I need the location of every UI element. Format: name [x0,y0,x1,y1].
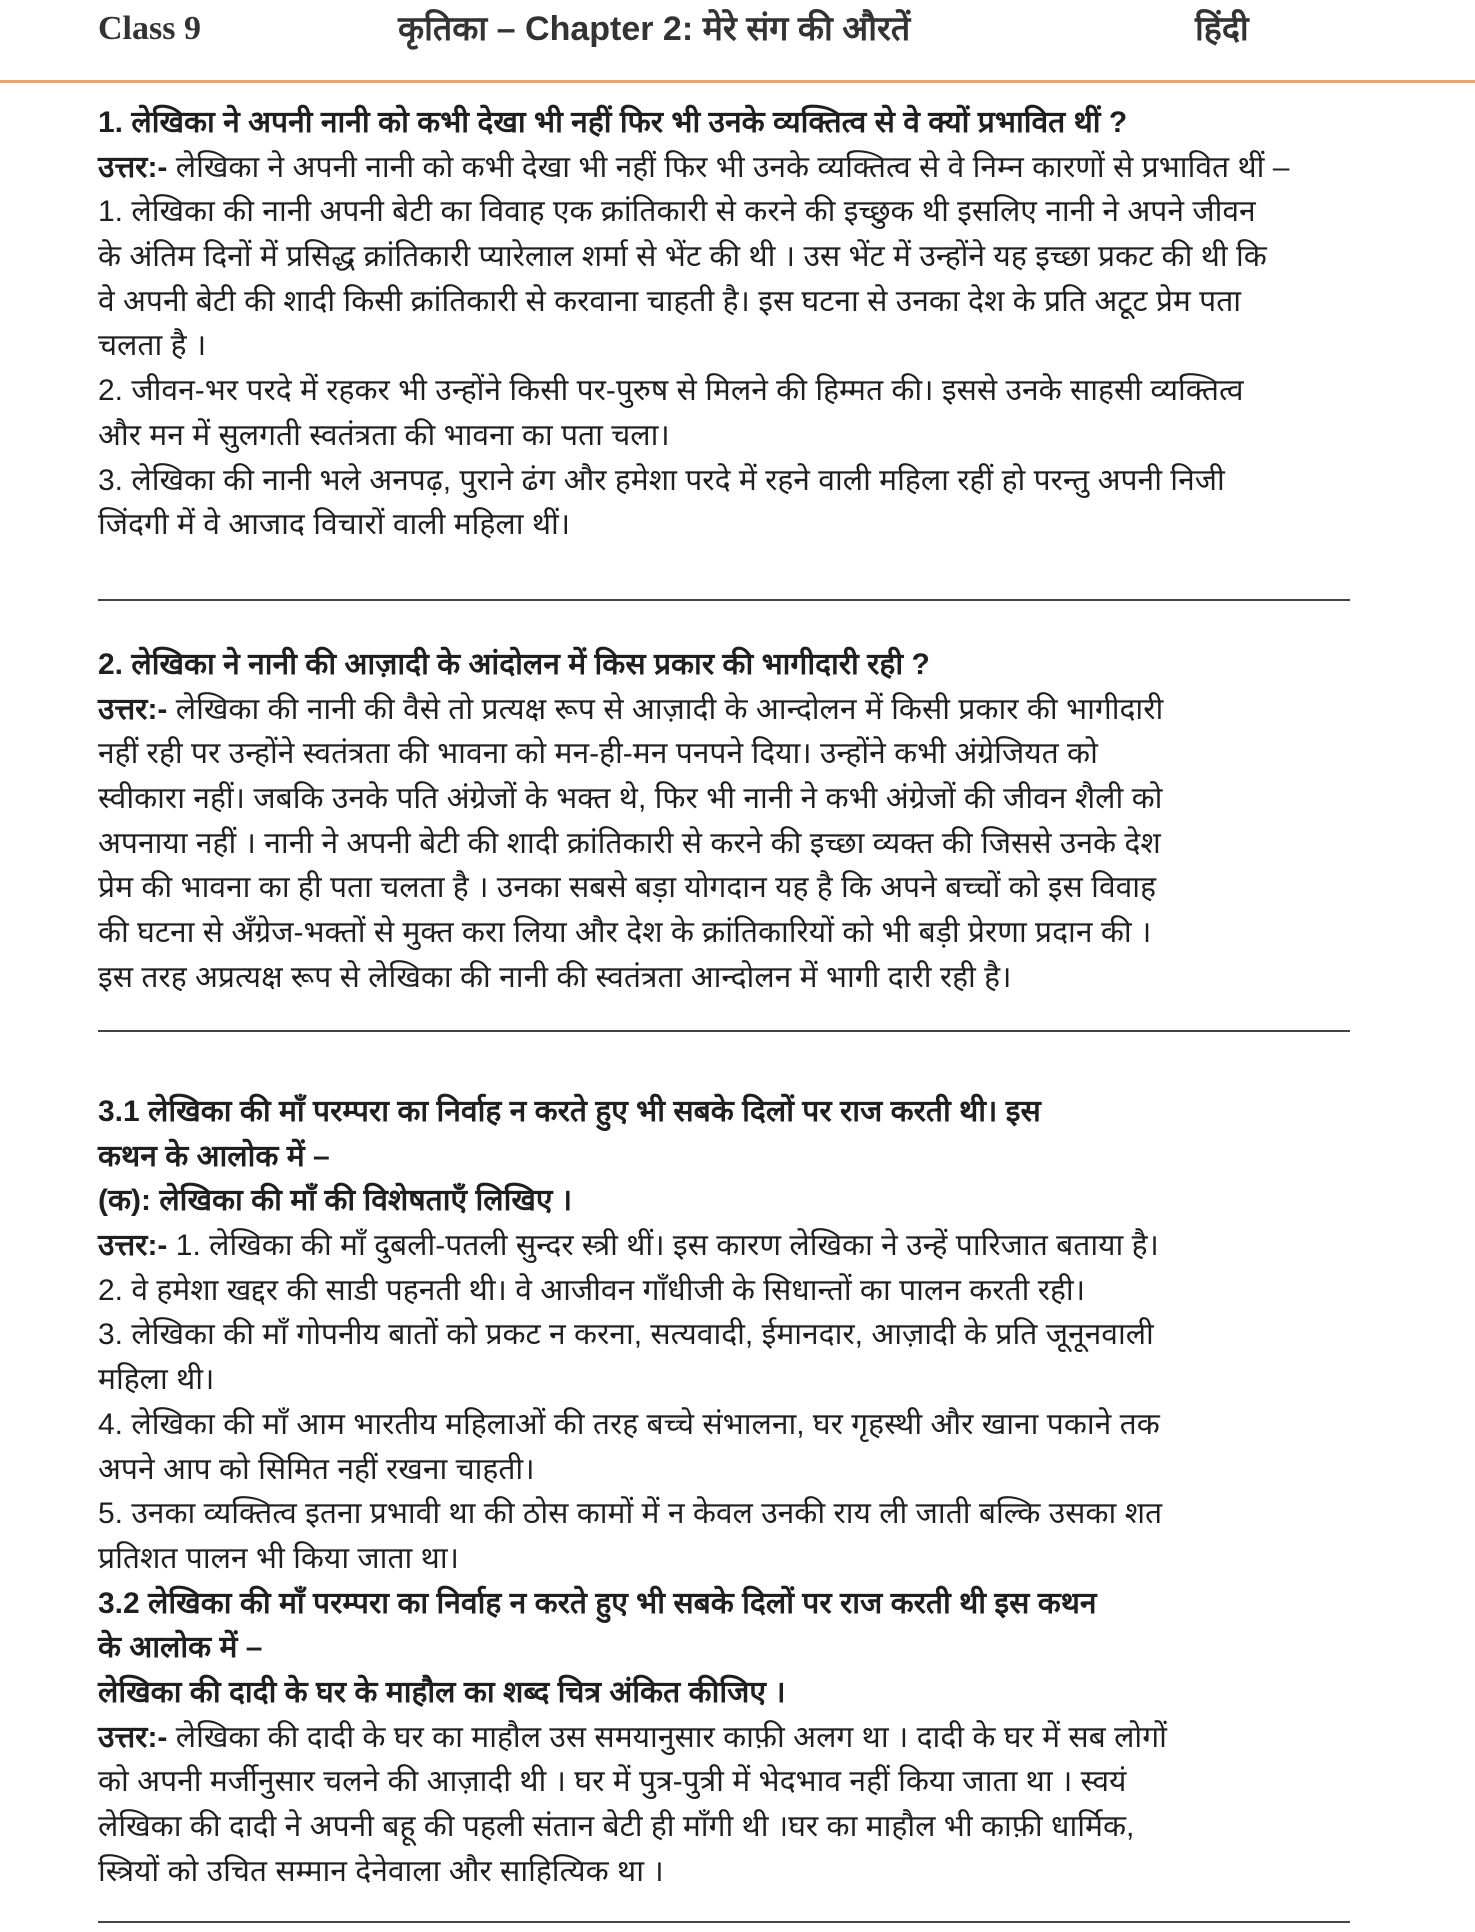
line-text: के अंतिम दिनों में प्रसिद्ध क्रांतिकारी प्यारेलाल शर्मा से भेंट की थी । उस भेंट में उन्होंने यह इच्छा प्रकट की थी कि [98,240,1267,274]
line-text: 1. लेखिका ने अपनी नानी को कभी देखा भी नहीं फिर भी उनके व्यक्तित्व से वे क्यों प्रभावित थीं ? [98,106,1128,139]
answer-line [98,369,1398,414]
answer-line [98,1224,1398,1269]
line-text: जिंदगी में वे आजाद विचारों वाली महिला थीं। [98,508,571,542]
line-text: स्त्रियों को उचित सम्मान देनेवाला और साहित्यिक था । [98,1854,664,1888]
line-text: 3.2 लेखिका की माँ परम्परा का निर्वाह न करते हुए भी सबके दिलों पर राज करती थी इस कथन [98,1586,1097,1620]
answer-line [98,146,1398,191]
line-text: चलता है । [98,329,207,363]
line-text: 2. वे हमेशा खद्दर की साडी पहनती थी। वे आजीवन गाँधीजी के सिधान्तों का पालन करती रही। [98,1273,1086,1307]
line-text: 1. लेखिका की नानी अपनी बेटी का विवाह एक क्रांतिकारी से करने की इच्छुक थी इसलिए नानी ने अपने जीवन [98,195,1256,229]
line-text: 2. लेखिका ने नानी की आज़ादी के आंदोलन में किस प्रकार की भागीदारी रही ? [98,648,930,681]
question-line [98,1582,1398,1627]
line-text: कथन के आलोक में – [98,1139,330,1173]
line-text: को अपनी मर्जीनुसार चलने की आज़ादी थी । घर में पुत्र-पुत्री में भेदभाव नहीं किया जाता था । स्वयं [98,1765,1127,1799]
line-text: (क): लेखिका की माँ की विशेषताएँ लिखिए । [98,1184,573,1218]
line-text: 5. उनका व्यक्तित्व इतना प्रभावी था की ठोस कामों में न केवल उनकी राय ली जाती बल्कि उसका शत [98,1497,1163,1531]
line-text: लेखिका ने अपनी नानी को कभी देखा भी नहीं फिर भी उनके व्यक्तित्व से वे निम्न कारणों से प्रभावित थीं – [167,150,1290,184]
line-text: अपने आप को सिमित नहीं रखना चाहती। [98,1452,535,1486]
question-line [98,643,1398,688]
question-line [98,1626,1398,1671]
line-text: और मन में सुलगती स्वतंत्रता की भावना का पता चला। [98,418,670,452]
answer-label: उत्तर:- [98,692,168,726]
line-text: स्वीकारा नहीं। जबकि उनके पति अंग्रेजों के भक्त थे, फिर भी नानी ने कभी अंग्रेजों की जीवन शैली को [98,782,1163,816]
question-3-section [98,1090,1398,1894]
class-label: Class 9 [98,10,201,47]
answer-line [98,1492,1398,1537]
line-text: की घटना से अँग्रेज-भक्तों से मुक्त करा लिया और देश के क्रांतिकारियों को भी बड़ी प्रेरणा प्रदान की । [98,916,1152,950]
line-text: के आलोक में – [98,1631,263,1665]
question-line [98,1671,1398,1716]
line-text: प्रतिशत पालन भी किया जाता था। [98,1541,459,1575]
answer-line [98,911,1398,956]
answer-line [98,324,1398,369]
answer-line [98,1269,1398,1314]
answer-line [98,414,1398,459]
answer-line [98,1448,1398,1493]
answer-line [98,1850,1398,1895]
question-2-section [98,643,1398,1001]
question-line [98,101,1398,146]
answer-line [98,280,1398,325]
answer-line [98,1805,1398,1850]
answer-label: उत्तर:- [98,1229,168,1263]
line-text: 3.1 लेखिका की माँ परम्परा का निर्वाह न करते हुए भी सबके दिलों पर राज करती थी। इस [98,1095,1041,1128]
answer-line [98,235,1398,280]
line-text: लेखिका की दादी ने अपनी बहू की पहली संतान बेटी ही माँगी थी ।घर का माहौल भी काफ़ी धार्मिक, [98,1810,1135,1843]
chapter-title: कृतिका – Chapter 2: मेरे संग की औरतें [398,10,911,48]
answer-line [98,956,1398,1001]
answer-line [98,777,1398,822]
header-divider [0,80,1475,83]
answer-line [98,459,1398,504]
answer-line [98,688,1398,733]
line-text: 3. लेखिका की नानी भले अनपढ़, पुराने ढंग और हमेशा परदे में रहने वाली महिला रहीं हो परन्तु अपनी निजी [98,463,1225,497]
line-text: 3. लेखिका की माँ गोपनीय बातों को प्रकट न करना, सत्यवादी, ईमानदार, आज़ादी के प्रति जूनूनवाली [98,1318,1154,1352]
answer-line [98,1313,1398,1358]
answer-line [98,732,1398,777]
answer-line [98,1403,1398,1448]
question-line [98,1090,1398,1135]
line-text: वे अपनी बेटी की शादी किसी क्रांतिकारी से करवाना चाहती है। इस घटना से उनका देश के प्रति अटूट प्रेम पता [98,284,1242,318]
question-1-section [98,101,1398,548]
line-text: इस तरह अप्रत्यक्ष रूप से लेखिका की नानी की स्वतंत्रता आन्दोलन में भागी दारी रही है। [98,960,1012,994]
line-text: लेखिका की दादी के घर के माहौल का शब्द चित्र अंकित कीजिए । [98,1675,786,1709]
line-text: अपनाया नहीं । नानी ने अपनी बेटी की शादी क्रांतिकारी से करने की इच्छा व्यक्त की जिससे उनके देश [98,826,1161,860]
line-text: 1. लेखिका की माँ दुबली-पतली सुन्दर स्त्री थीं। इस कारण लेखिका ने उन्हें पारिजात बताया है। [167,1229,1159,1263]
answer-label: उत्तर:- [98,150,168,184]
line-text: लेखिका की नानी की वैसे तो प्रत्यक्ष रूप से आज़ादी के आन्दोलन में किसी प्रकार की भागीदारी [167,692,1164,726]
section-divider [98,1030,1350,1032]
question-line [98,1179,1398,1224]
answer-line [98,190,1398,235]
line-text: 4. लेखिका की माँ आम भारतीय महिलाओं की तरह बच्चे संभालना, घर गृहस्थी और खाना पकाने तक [98,1407,1160,1441]
section-divider [98,1921,1350,1923]
line-text: नहीं रही पर उन्होंने स्वतंत्रता की भावना को मन-ही-मन पनपने दिया। उन्होंने कभी अंग्रेजियत को [98,737,1098,771]
answer-line [98,1760,1398,1805]
answer-line [98,822,1398,867]
line-text: लेखिका की दादी के घर का माहौल उस समयानुसार काफ़ी अलग था । दादी के घर में सब लोगों [167,1720,1167,1754]
answer-line [98,866,1398,911]
section-divider [98,599,1350,601]
line-text: 2. जीवन-भर परदे में रहकर भी उन्होंने किसी पर-पुरुष से मिलने की हिम्मत की। इससे उनके साहसी व्यक्तित्व [98,374,1244,408]
answer-line [98,1716,1398,1761]
answer-line [98,1358,1398,1403]
answer-line [98,503,1398,548]
subject-label: हिंदी [1195,10,1249,48]
line-text: प्रेम की भावना का ही पता चलता है । उनका सबसे बड़ा योगदान यह है कि अपने बच्चों को इस विवाह [98,871,1156,905]
answer-label: उत्तर:- [98,1720,168,1754]
answer-line [98,1537,1398,1582]
question-line [98,1135,1398,1180]
line-text: महिला थी। [98,1363,215,1397]
